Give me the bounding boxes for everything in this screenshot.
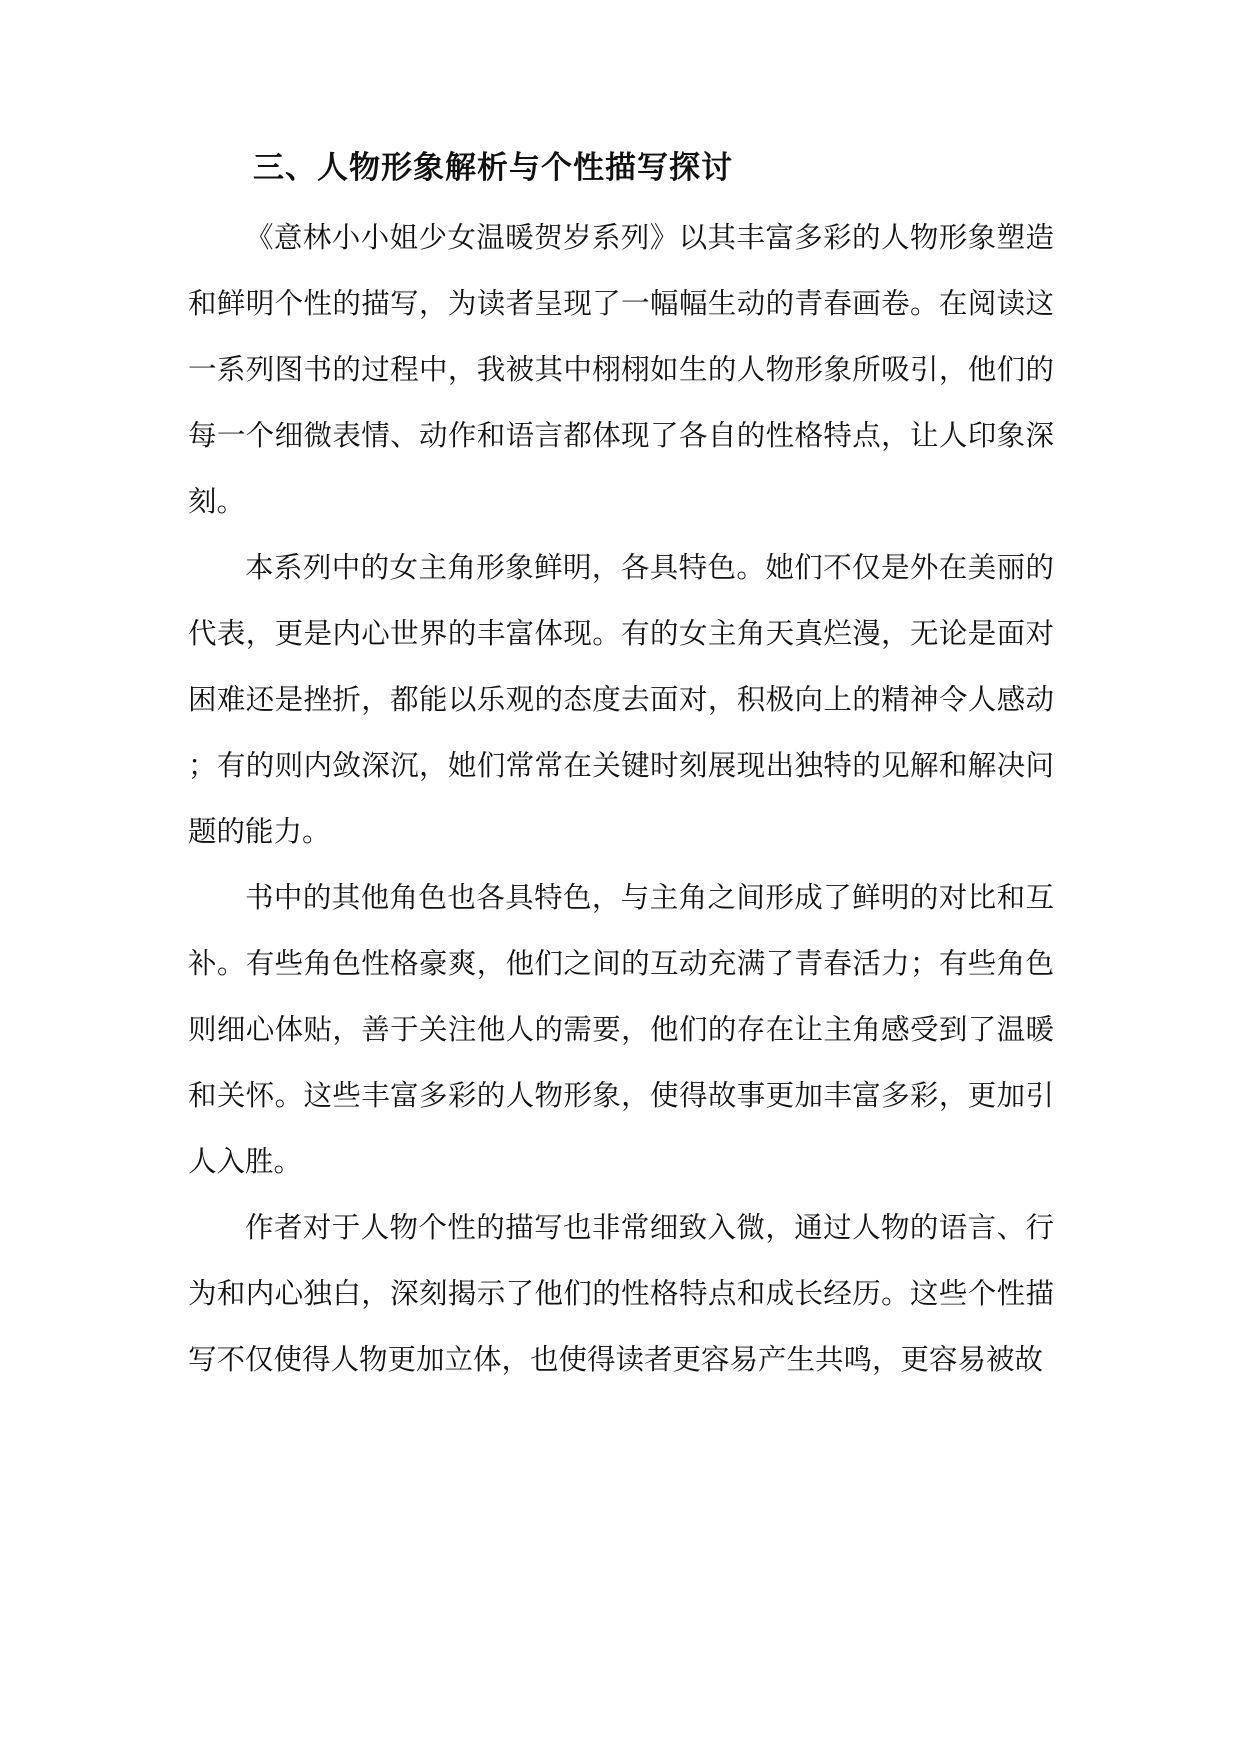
paragraph-1: 《意林小小姐少女温暖贺岁系列》以其丰富多彩的人物形象塑造和鲜明个性的描写，为读者呈现了一幅幅生动的青春画卷。在阅读这一系列图书的过程中，我被其中栩栩如生的人物形象所吸引，他们的每一个细微表情、动作和语言都体现了各自的性格特点，让人印象深刻。 [188,221,1054,518]
document-body [188,205,1054,1393]
paragraph-2: 本系列中的女主角形象鲜明，各具特色。她们不仅是外在美丽的代表，更是内心世界的丰富体现。有的女主角天真烂漫，无论是面对困难还是挫折，都能以乐观的态度去面对，积极向上的精神令人感动；有的则内敛深沉，她们常常在关键时刻展现出独特的见解和解决问题的能力。 [188,551,1054,848]
section-heading: 三、人物形象解析与个性描写探讨 [253,150,733,186]
paragraph-4: 作者对于人物个性的描写也非常细致入微，通过人物的语言、行为和内心独白，深刻揭示了他们的性格特点和成长经历。这些个性描写不仅使得人物更加立体，也使得读者更容易产生共鸣，更容易被故 [188,1211,1054,1376]
paragraph-3: 书中的其他角色也各具特色，与主角之间形成了鲜明的对比和互补。有些角色性格豪爽，他们之间的互动充满了青春活力；有些角色则细心体贴，善于关注他人的需要，他们的存在让主角感受到了温暖和关怀。这些丰富多彩的人物形象，使得故事更加丰富多彩，更加引人入胜。 [188,881,1054,1178]
